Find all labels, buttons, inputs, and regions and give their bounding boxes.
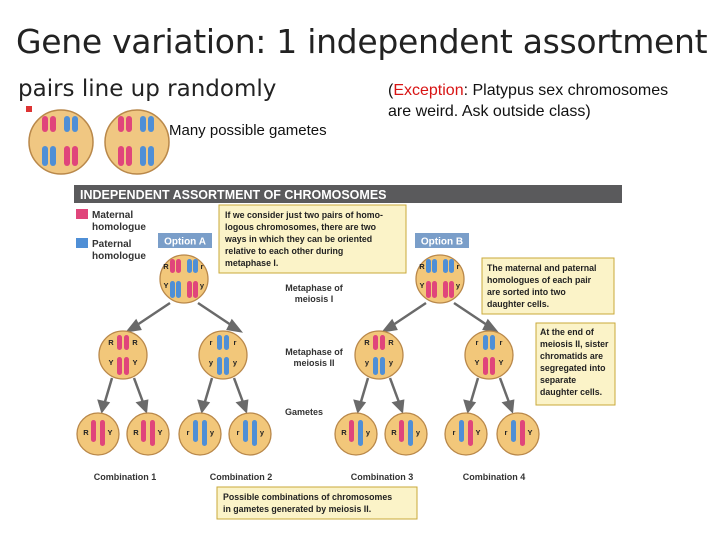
- gene-label: R: [133, 428, 139, 437]
- metaphase-1-label-line2: meiosis I: [294, 294, 334, 304]
- callout-combinations-line1: Possible combinations of chromosomes: [223, 492, 393, 502]
- gene-label: R: [364, 338, 370, 347]
- chromosome: [141, 420, 146, 442]
- gene-label: y: [208, 358, 214, 367]
- gene-label: r: [236, 428, 240, 437]
- callout-sister-line6: daughter cells.: [540, 387, 603, 397]
- gene-label: R: [419, 262, 425, 271]
- combination-1-label: Combination 1: [93, 472, 157, 482]
- gene-label: y: [455, 281, 461, 290]
- gene-label: Y: [163, 281, 169, 290]
- chromosome: [520, 420, 525, 446]
- metaphase-2-cell-4: [465, 331, 513, 379]
- chromosome: [490, 357, 495, 375]
- chromosome: [217, 335, 222, 350]
- callout-sister-line5: separate: [540, 375, 577, 385]
- gamete-cell-8: [497, 413, 539, 455]
- chromosome: [358, 420, 363, 446]
- chromosome: [511, 420, 516, 442]
- legend-maternal-line2: homologue: [92, 222, 146, 233]
- combination-2-label: Combination 2: [209, 472, 273, 482]
- gene-label: r: [452, 428, 456, 437]
- gene-label: r: [233, 338, 237, 347]
- callout-homologues-line2: homologues of each pair: [487, 275, 592, 285]
- chromosome: [176, 281, 181, 298]
- gene-label: y: [209, 428, 215, 437]
- thumbnail-cells: [26, 106, 176, 182]
- chromosome: [459, 420, 464, 442]
- gametes-note: Many possible gametes: [169, 122, 327, 139]
- gene-label: Y: [475, 428, 481, 437]
- chromosome: [202, 420, 207, 446]
- exception-keyword: Exception: [393, 82, 464, 99]
- slide-subtitle: pairs line up randomly: [18, 76, 277, 102]
- chromosome: [187, 259, 192, 273]
- gene-label: r: [200, 262, 204, 271]
- gene-label: r: [456, 262, 460, 271]
- gene-label: R: [341, 428, 347, 437]
- gene-label: R: [108, 338, 114, 347]
- chromosome: [449, 281, 454, 298]
- chromosome: [117, 335, 122, 350]
- chromosome: [224, 357, 229, 375]
- metaphase-2-label-line1: Metaphase of: [285, 347, 343, 357]
- gene-label: y: [232, 358, 238, 367]
- chromosome: [150, 420, 155, 446]
- chromosome: [490, 335, 495, 350]
- chromosome: [217, 357, 222, 375]
- callout-homologues-line3: are sorted into two: [487, 287, 566, 297]
- chromosome: [426, 281, 431, 298]
- callout-sister-line4: segregated into: [540, 363, 606, 373]
- gene-label: Y: [107, 428, 113, 437]
- independent-assortment-figure: [74, 185, 624, 527]
- chromosome: [243, 420, 248, 442]
- legend-maternal-swatch: [76, 209, 88, 219]
- gene-label: y: [415, 428, 421, 437]
- figure-header: INDEPENDENT ASSORTMENT OF CHROMOSOMES: [80, 188, 387, 202]
- chromosome: [449, 259, 454, 273]
- gene-label: Y: [108, 358, 114, 367]
- gene-label: R: [83, 428, 89, 437]
- legend-paternal-line1: Paternal: [92, 239, 132, 250]
- gene-label: Y: [132, 358, 138, 367]
- callout-two-pairs-line2: logous chromosomes, there are two: [225, 222, 377, 232]
- callout-two-pairs-line3: ways in which they can be oriented: [225, 234, 373, 244]
- gene-label: R: [132, 338, 138, 347]
- gene-label: Y: [419, 281, 425, 290]
- chromosome: [193, 420, 198, 442]
- chromosome: [373, 335, 378, 350]
- combination-3-label: Combination 3: [350, 472, 414, 482]
- gene-label: y: [364, 358, 370, 367]
- chromosome: [373, 357, 378, 375]
- chromosome: [100, 420, 105, 446]
- gene-label: r: [209, 338, 213, 347]
- gene-label: R: [391, 428, 397, 437]
- chromosome: [193, 281, 198, 298]
- chromosome: [408, 420, 413, 446]
- callout-sister-line2: meiosis II, sister: [540, 339, 609, 349]
- legend-paternal-swatch: [76, 238, 88, 248]
- callout-sister-line1: At the end of: [540, 327, 594, 337]
- gene-label: y: [259, 428, 265, 437]
- chromosome: [170, 281, 175, 298]
- legend-maternal-line1: Maternal: [92, 210, 134, 221]
- callout-homologues-line4: daughter cells.: [487, 299, 550, 309]
- legend-paternal-line2: homologue: [92, 251, 146, 262]
- gene-label: y: [388, 358, 394, 367]
- gene-label: R: [388, 338, 394, 347]
- callout-sister-line3: chromatids are: [540, 351, 604, 361]
- gene-label: r: [504, 428, 508, 437]
- gamete-cell-3: [179, 413, 221, 455]
- gene-label: Y: [474, 358, 480, 367]
- chromosome: [443, 281, 448, 298]
- callout-homologues-line1: The maternal and paternal: [487, 263, 597, 273]
- chromosome: [483, 357, 488, 375]
- chromosome: [117, 357, 122, 375]
- combination-4-label: Combination 4: [462, 472, 526, 482]
- chromosome: [426, 259, 431, 273]
- chromosome: [187, 281, 192, 298]
- gamete-cell-7: [445, 413, 487, 455]
- chromosome: [432, 259, 437, 273]
- chromosome: [252, 420, 257, 446]
- chromosome: [399, 420, 404, 442]
- gene-label: y: [199, 281, 205, 290]
- exception-note: (Exception: Platypus sex chromosomes are weird. Ask outside class): [388, 82, 669, 120]
- chromosome: [380, 357, 385, 375]
- slide-title: Gene variation: 1 independent assortment: [16, 22, 708, 61]
- gamete-cell-4: [229, 413, 271, 455]
- gene-label: R: [163, 262, 169, 271]
- callout-two-pairs-line1: If we consider just two pairs of homo-: [225, 210, 383, 220]
- metaphase-2-label-line2: meiosis II: [293, 358, 335, 368]
- gametes-label: Gametes: [284, 407, 324, 417]
- metaphase-2-cell-3: [355, 331, 403, 379]
- chromosome: [124, 335, 129, 350]
- metaphase-1-label-line1: Metaphase of: [285, 283, 343, 293]
- chromosome: [176, 259, 181, 273]
- chromosome: [468, 420, 473, 446]
- chromosome: [349, 420, 354, 442]
- callout-two-pairs-line4: relative to each other during: [225, 246, 344, 256]
- option-a-label: Option A: [164, 236, 206, 248]
- gene-label: r: [475, 338, 479, 347]
- chromosome: [124, 357, 129, 375]
- chromosome: [380, 335, 385, 350]
- thumbnail-marker: [26, 106, 32, 112]
- chromosome: [224, 335, 229, 350]
- metaphase-2-cell-1: [99, 331, 147, 379]
- gene-label: r: [499, 338, 503, 347]
- option-b-label: Option B: [420, 236, 464, 248]
- callout-two-pairs-line5: metaphase I.: [225, 258, 279, 268]
- callout-combinations-line2: in gametes generated by meiosis II.: [223, 504, 372, 514]
- chromosome: [443, 259, 448, 273]
- thumbnail-cell-a: [29, 110, 93, 174]
- gene-label: Y: [157, 428, 163, 437]
- chromosome: [432, 281, 437, 298]
- chromosome: [91, 420, 96, 442]
- gene-label: y: [365, 428, 371, 437]
- thumbnail-cell-b: [105, 110, 169, 174]
- chromosome: [483, 335, 488, 350]
- chromosome: [193, 259, 198, 273]
- gene-label: Y: [498, 358, 504, 367]
- gene-label: r: [186, 428, 190, 437]
- metaphase-2-cell-2: [199, 331, 247, 379]
- gene-label: Y: [527, 428, 533, 437]
- chromosome: [170, 259, 175, 273]
